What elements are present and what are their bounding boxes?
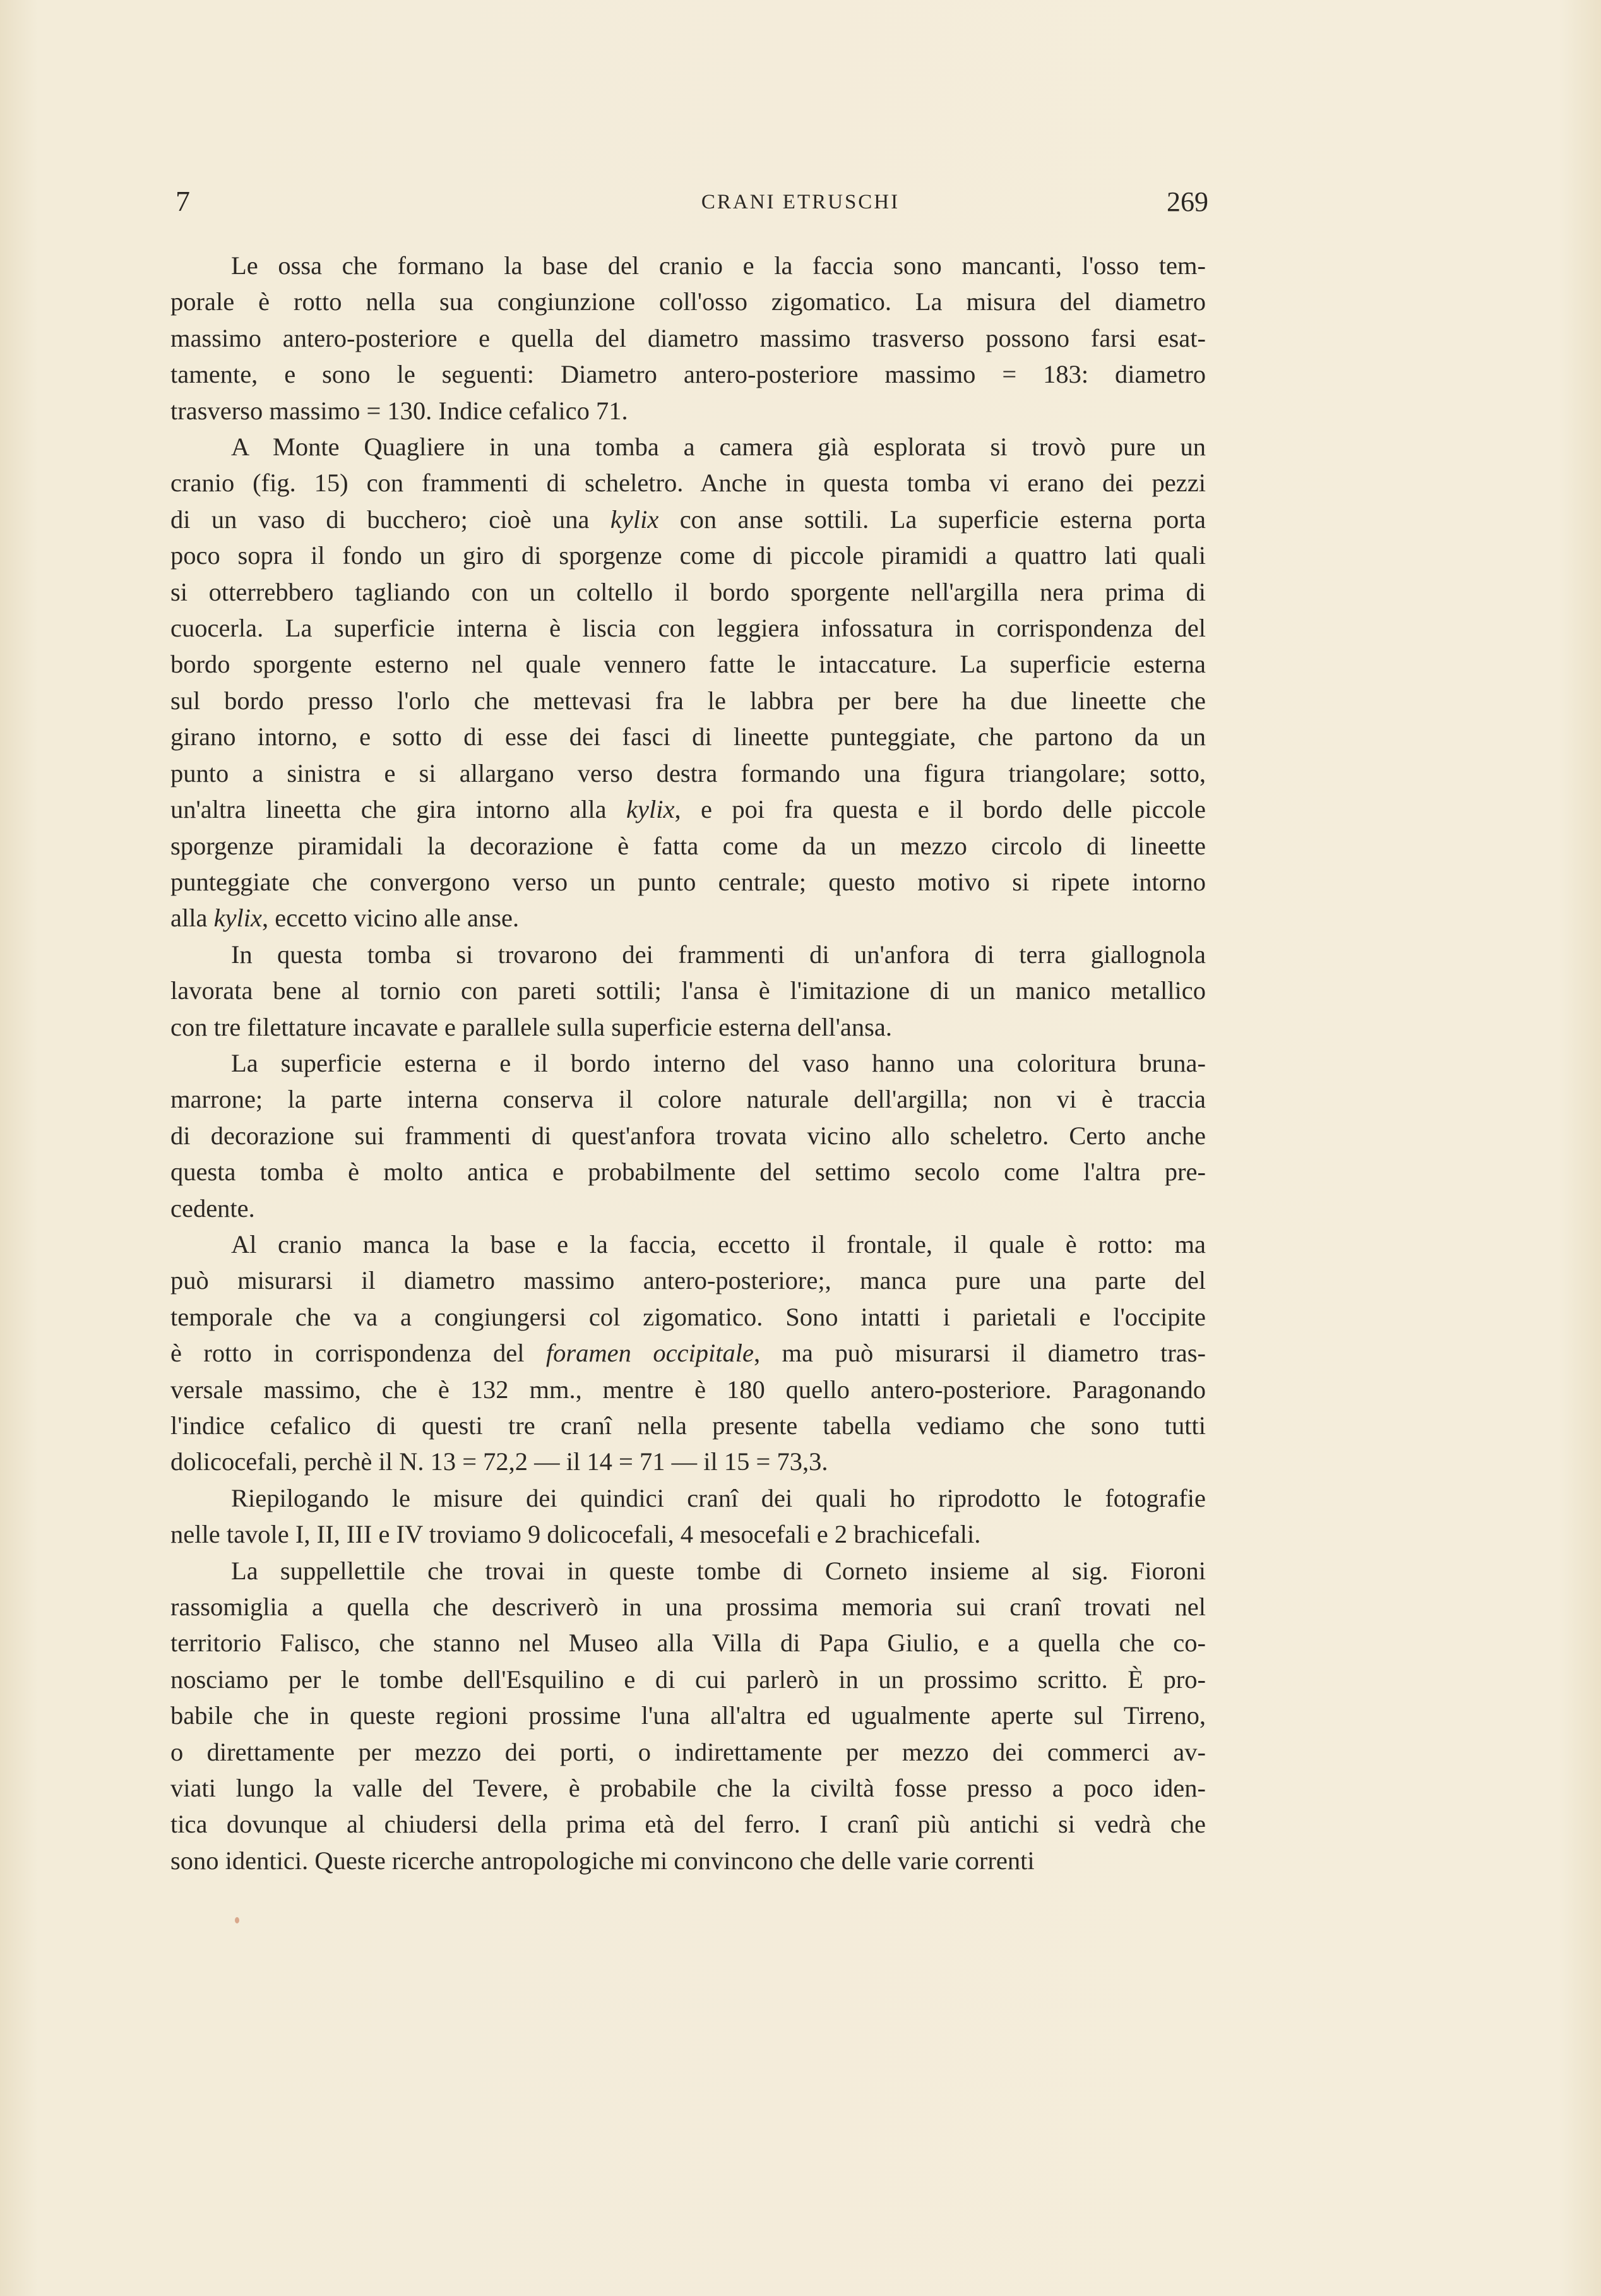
running-title: CRANI ETRUSCHI	[701, 191, 900, 213]
paragraph	[170, 1480, 1206, 1553]
paper-stain	[235, 1917, 239, 1923]
text-line: babile che in queste regioni prossime l'una all'altra ed ugualmente aperte sul Tirreno,	[170, 1701, 1206, 1730]
text-line: un'altra lineetta che gira intorno alla kylix, e poi fra questa e il bordo delle piccole	[170, 795, 1206, 824]
paragraph	[170, 936, 1206, 1045]
text-line: bordo sporgente esterno nel quale vennero fatte le intaccature. La superficie esterna	[170, 650, 1206, 679]
text-line: La superficie esterna e il bordo interno del vaso hanno una coloritura bruna-	[231, 1048, 1206, 1077]
text-line: punteggiate che convergono verso un punto centrale; questo motivo si ripete intorno	[170, 867, 1206, 896]
text-line: tica dovunque al chiudersi della prima età del ferro. I cranî più antichi si vedrà che	[170, 1810, 1206, 1839]
text-line: In questa tomba si trovarono dei frammenti di un'anfora di terra giallognola	[231, 940, 1206, 969]
text-line: trasverso massimo = 130. Indice cefalico 71.	[170, 396, 628, 425]
text-line: sono identici. Queste ricerche antropologiche mi convincono che delle varie correnti	[170, 1846, 1035, 1875]
paragraph	[170, 429, 1206, 936]
text-line: Le ossa che formano la base del cranio e la faccia sono mancanti, l'osso tem-	[231, 251, 1206, 280]
text-line: di decorazione sui frammenti di quest'anfora trovata vicino allo scheletro. Certo anche	[170, 1121, 1206, 1150]
text-line: si otterrebbero tagliando con un coltello il bordo sporgente nell'argilla nera prima di	[170, 577, 1206, 606]
paragraph	[170, 1045, 1206, 1226]
text-line: lavorata bene al tornio con pareti sottili; l'ansa è l'imitazione di un manico metallico	[170, 976, 1206, 1005]
text-line: tamente, e sono le seguenti: Diametro antero-posteriore massimo = 183: diametro	[170, 360, 1206, 389]
text-line: alla kylix, eccetto vicino alle anse.	[170, 904, 520, 933]
text-line: poco sopra il fondo un giro di sporgenze come di piccole piramidi a quattro lati quali	[170, 541, 1206, 570]
text-line: A Monte Quagliere in una tomba a camera già esplorata si trovò pure un	[231, 433, 1206, 462]
text-line: questa tomba è molto antica e probabilmente del settimo secolo come l'altra pre-	[170, 1157, 1206, 1187]
text-line: territorio Falisco, che stanno nel Museo alla Villa di Papa Giulio, e a quella che co-	[170, 1629, 1206, 1658]
text-line: cranio (fig. 15) con frammenti di scheletro. Anche in questa tomba vi erano dei pezzi	[170, 469, 1206, 498]
text-line: rassomiglia a quella che descriverò in una prossima memoria sui cranî trovati nel	[170, 1593, 1206, 1622]
text-line: versale massimo, che è 132 mm., mentre è 180 quello antero-posteriore. Paragonando	[170, 1375, 1206, 1404]
text-line: l'indice cefalico di questi tre cranî nella presente tabella vediamo che sono tutti	[170, 1411, 1206, 1440]
text-line: Al cranio manca la base e la faccia, eccetto il frontale, il quale è rotto: ma	[231, 1229, 1206, 1259]
text-line: dolicocefali, perchè il N. 13 = 72,2 — il 14 = 71 — il 15 = 73,3.	[170, 1447, 828, 1476]
text-line: viati lungo la valle del Tevere, è probabile che la civiltà fosse presso a poco iden-	[170, 1774, 1206, 1803]
text-line: girano intorno, e sotto di esse dei fasci di lineette punteggiate, che partono da un	[170, 722, 1206, 751]
text-line: temporale che va a congiungersi col zigomatico. Sono intatti i parietali e l'occipite	[170, 1302, 1206, 1331]
paragraph	[170, 1553, 1206, 1879]
text-line: sporgenze piramidali la decorazione è fatta come da un mezzo circolo di lineette	[170, 831, 1206, 860]
text-line: Riepilogando le misure dei quindici cranî dei quali ho riprodotto le fotografie	[231, 1483, 1206, 1512]
left-folio-mark: 7	[176, 185, 190, 217]
text-line: con tre filettature incavate e parallele sulla superficie esterna dell'ansa.	[170, 1012, 892, 1041]
body-text	[170, 248, 1206, 1879]
page-header	[0, 179, 1601, 230]
text-line: La suppellettile che trovai in queste tombe di Corneto insieme al sig. Fioroni	[231, 1556, 1206, 1585]
text-line: cuocerla. La superficie interna è liscia con leggiera infossatura in corrispondenza del	[170, 614, 1206, 643]
text-line: nosciamo per le tombe dell'Esquilino e di cui parlerò in un prossimo scritto. È pro-	[170, 1665, 1206, 1694]
text-line: di un vaso di bucchero; cioè una kylix con anse sottili. La superficie esterna porta	[170, 505, 1206, 534]
text-line: nelle tavole I, II, III e IV troviamo 9 dolicocefali, 4 mesocefali e 2 brachicefali.	[170, 1520, 981, 1549]
text-line: cedente.	[170, 1193, 255, 1223]
text-line: punto a sinistra e si allargano verso destra formando una figura triangolare; sotto,	[170, 758, 1206, 787]
paragraph	[170, 248, 1206, 429]
paragraph	[170, 1226, 1206, 1480]
page-number: 269	[1167, 186, 1208, 217]
text-line: marrone; la parte interna conserva il colore naturale dell'argilla; non vi è traccia	[170, 1085, 1206, 1114]
text-line: può misurarsi il diametro massimo antero-posteriore;, manca pure una parte del	[170, 1266, 1206, 1295]
text-line: o direttamente per mezzo dei porti, o indirettamente per mezzo dei commerci av-	[170, 1737, 1206, 1766]
text-line: porale è rotto nella sua congiunzione coll'osso zigomatico. La misura del diametro	[170, 287, 1206, 316]
text-line: massimo antero-posteriore e quella del diametro massimo trasverso possono farsi esat-	[170, 323, 1206, 352]
text-line: è rotto in corrispondenza del foramen occipitale, ma può misurarsi il diametro tras-	[170, 1339, 1206, 1368]
text-line: sul bordo presso l'orlo che mettevasi fra le labbra per bere ha due lineette che	[170, 686, 1206, 715]
